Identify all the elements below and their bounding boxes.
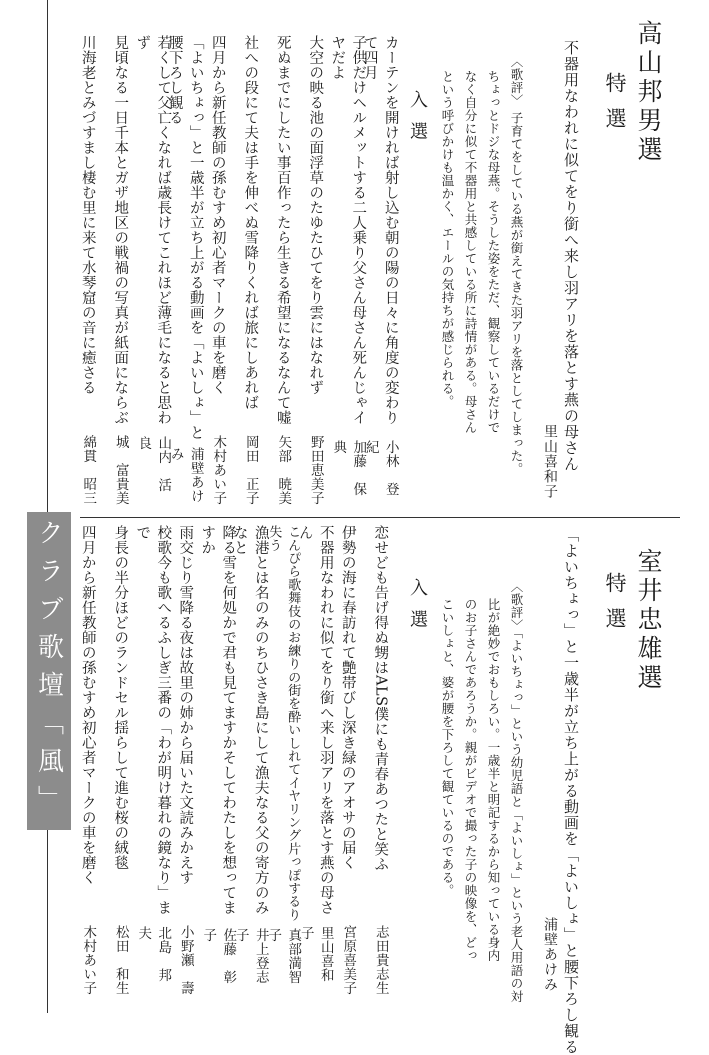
upper-selector-name: 高山邦男選	[634, 20, 663, 165]
lower-review-line: こいしょと、婆が腰を下ろして観ているのである。	[440, 598, 455, 897]
upper-review-line: 〈歌評〉 子育てをしている燕が銜えてきた羽アリを落としてしまった。	[509, 55, 524, 476]
entry-poem: 「よいちょっ」と一歳半が立ち上がる動画を「よいしょ」と腰下ろし観る	[166, 35, 204, 440]
entry-poem: 伊勢の海に春訪れて艶帯びし深き緑のアオサの届く	[339, 525, 356, 870]
list-item	[267, 35, 300, 505]
entry-poem: 子供だけヘルメットする二人乗り父さん母さん死んじゃイヤだよ	[329, 35, 367, 425]
list-item	[365, 525, 398, 995]
entry-author: 城 富貴美	[112, 435, 129, 505]
entry-poem: カーテンを開ければ射し込む朝の陽の日々に角度の変わりて四月	[361, 35, 399, 425]
entry-poem: 雨交じり雪降る夜は故里の姉から届いた文読みかえす	[177, 525, 194, 885]
list-item	[361, 35, 399, 505]
entry-poem: 漁港とは名のみのちひさき島にして漁夫なる父の寄方のみなと	[231, 525, 269, 915]
entry-author: 木村あい子	[210, 435, 227, 505]
entry-author: 井上登志子	[232, 927, 269, 984]
upper-review-line: なく自分に似て不器用と共感している所に詩情がある。母さん	[463, 70, 478, 434]
entry-author: 岡田 正子	[242, 435, 259, 505]
list-item	[72, 525, 105, 995]
lower-review-line: 〈歌評〉「よいちょっ」という幼児語と「よいしょ」という老人用語の対	[509, 580, 524, 1003]
entry-poem: 校歌今も歌へるふしぎ三番の「わが明け暮れの鏡なり」まで	[134, 525, 172, 915]
upper-nyusen-label: 入 選	[407, 90, 428, 144]
entry-author: 木村あい子	[80, 925, 97, 995]
lower-tokusen-author: 浦壁あけみ	[542, 917, 558, 992]
entry-poem: 大空の映る池の面浮草のたゆたひてをり雲にはなれず	[307, 35, 324, 395]
entry-poem: 四月から新任教師の孫むすめ初心者マークの車を磨く	[79, 525, 96, 885]
entry-poem: こんぴら歌舞伎のお練りの街を酔いしれてイヤリング片っぽするり失う	[266, 525, 301, 921]
entry-poem: 見頃なる一日千本とガザ地区の戦禍の写真が紙面にならぶ	[112, 35, 129, 425]
entry-author: 野田恵美子	[307, 435, 324, 505]
entry-poem: 社への段にて夫は手を伸べぬ雪降りくれば旅にしあれば	[242, 35, 259, 410]
entry-author: 宮原喜美子	[340, 925, 357, 995]
column-tag-label: クラブ歌壇「風」	[33, 519, 64, 823]
upper-tokusen-poem: 不器用なわれに似てをり銜へ来し羽アリを落とす燕の母さん	[562, 40, 580, 472]
entry-poem: 恋せども告げ得ぬ甥はALS僕にも青春あつたと笑ふ	[372, 525, 389, 872]
entry-author: 矢部 暁美	[275, 435, 292, 505]
entry-poem: 死ぬまでにしたい事百作ったら生きる希望になるなんて嘘	[274, 35, 291, 425]
entry-author: 小野瀬 壽	[177, 925, 194, 995]
list-item	[134, 525, 172, 995]
lower-review-line: のお子さんであろうか。親がビデオで撮った子の映像を、どっ	[463, 598, 478, 962]
list-item	[231, 525, 269, 995]
lower-tokusen-poem: 「よいちょっ」と一歳半が立ち上がる動画を「よいしょ」と腰下ろし観る	[562, 527, 580, 1055]
lower-review-line: 比が絶妙でおもしろい。一歳半と明記するから知っている身内	[486, 598, 501, 962]
lower-tokusen-label: 特 選	[603, 572, 627, 633]
entry-author: 志田貴志生	[372, 925, 389, 995]
upper-entries	[72, 35, 397, 505]
entry-poem: 身長の半分ほどのランドセル揺らして進む桜の絨毯	[112, 525, 129, 870]
entry-author: 山内 活良	[135, 435, 172, 492]
list-item	[72, 35, 105, 505]
entry-author: 里山喜和子	[297, 925, 334, 982]
entry-poem: 若くして父亡くなれば歳長けてこれほど薄毛になると思わず	[134, 35, 172, 425]
list-item	[235, 35, 268, 505]
entry-author: 北島 邦夫	[135, 925, 172, 982]
entry-author: 綿貫 昭三	[80, 435, 97, 505]
entry-author: 浦壁あけみ	[167, 446, 204, 503]
upper-review-line: ちょっとドジな母燕。そうした姿をただ、観察しているだけで	[486, 70, 501, 434]
list-item	[202, 35, 235, 505]
entry-author: 佐藤 彰子	[200, 927, 237, 984]
entry-author: 小林 登紀	[362, 439, 399, 496]
entry-poem: 不器用なわれに似てをり銜へ来し羽アリを落とす燕の母さん	[296, 525, 334, 915]
list-item	[296, 525, 334, 995]
list-item	[166, 35, 204, 505]
section-divider	[80, 517, 680, 518]
column-tag	[27, 512, 71, 830]
entry-author: 加藤 保典	[330, 439, 367, 496]
entry-poem: 川海老とみづすまし棲む里に来て水琴窟の音に癒さる	[79, 35, 96, 395]
entry-author: 松田 和生	[112, 925, 129, 995]
entry-poem: 四月から新任教師の孫むすめ初心者マークの車を磨く	[209, 35, 226, 395]
list-item	[332, 525, 365, 995]
upper-tokusen-author: 里山喜和子	[542, 424, 558, 499]
lower-selector-name: 室井忠雄選	[634, 548, 663, 693]
lower-entries	[72, 525, 397, 995]
lower-nyusen-label: 入 選	[407, 578, 428, 632]
upper-tokusen-label: 特 選	[603, 72, 627, 133]
upper-review-line: という呼びかけも温かく、エールの気持ちが感じられる。	[440, 70, 455, 408]
entry-poem: 降る雪を何処かで君も見てますかそしてわたしを想ってますか	[199, 525, 237, 915]
entry-author: 真部満智子	[265, 928, 302, 985]
left-vertical-rule	[47, 0, 48, 1013]
